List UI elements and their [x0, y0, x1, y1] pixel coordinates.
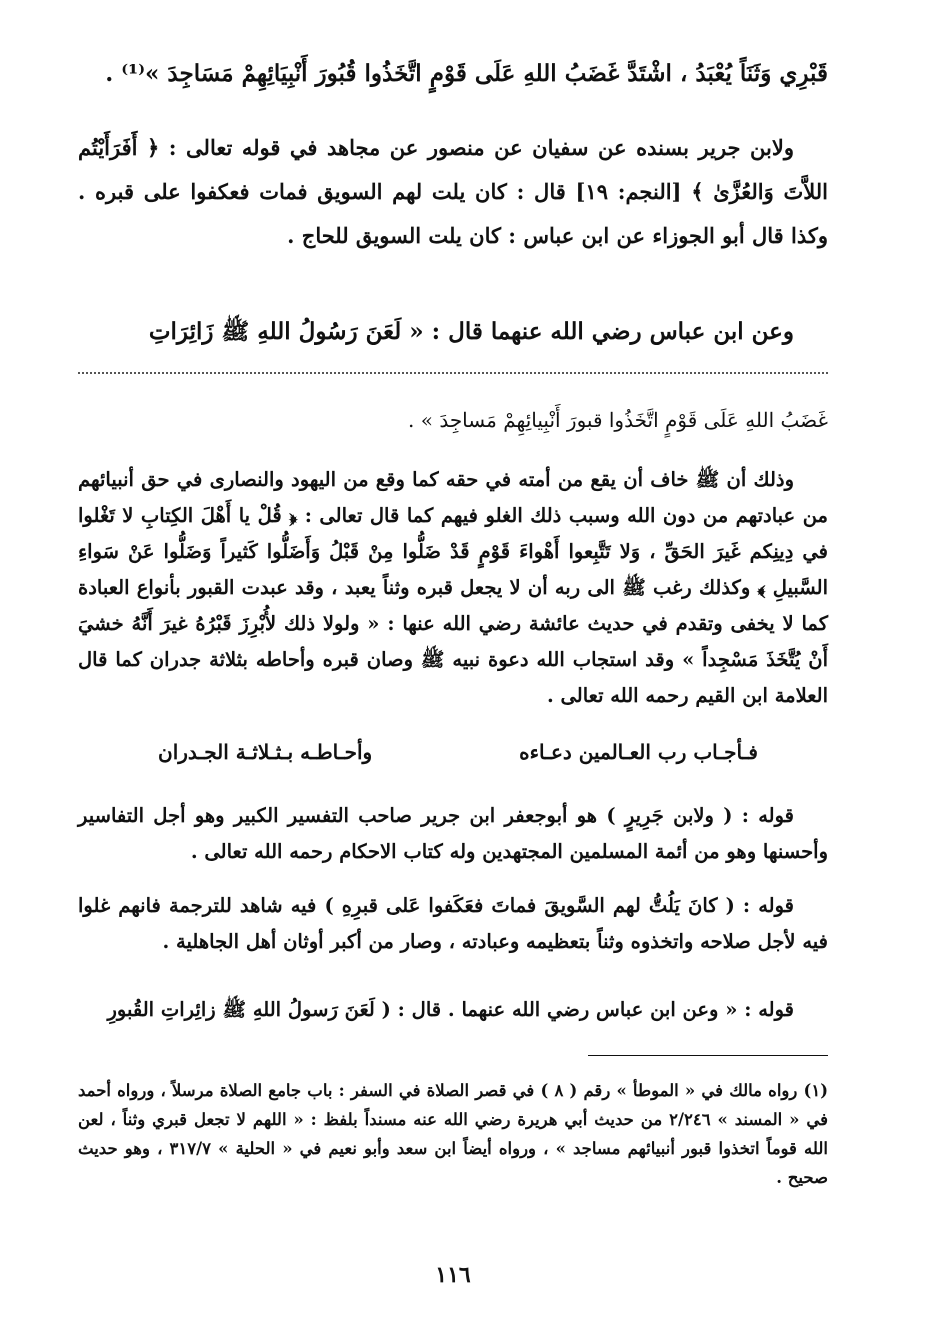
commentary-ibn-abbas: قوله : « وعن ابن عباس رضي الله عنهما . قال : ( لَعَنَ رَسولُ اللهِ ﷺ زائِراتِ القُبورِ — [107, 998, 794, 1021]
footnote-rule — [588, 1055, 828, 1056]
poem-first-hemistich: فـأجـاب رب العـالمين دعـاءه — [519, 740, 758, 764]
commentary-suwaiq: قوله : ( كانَ يَلُتُّ لهم السَّويقَ فماتَ فعَكَفوا عَلى قبرِهِ ) فيه شاهد للترجمة فانهم غلوا فيه لأجل صلاحه واتخذوه وثناً بتعظيمه وعبادته ، وصار من أكبر أوثان أهل الجاهلية . — [78, 894, 828, 953]
page-number: ١١٦ — [435, 1262, 471, 1288]
hadith-continuation-line: قَبْرِي وَثَنَاً يُعْبَدُ ، اشْتَدَّ غَضَبُ اللهِ عَلَى قَوْمٍ اتَّخَذُوا قُبُورَ أَنْبِيَائِهِمْ مَسَاجِدَ »⁽¹⁾ . — [105, 60, 828, 87]
commentary-ibn-jarir: قوله : ( ولابن جَرِيرٍ ) هو أبوجعفر ابن جرير صاحب التفسير الكبير وهو أجل التفاسير وأحسنها وهو من أئمة المسلمين المجتهدين وله كتاب الاحكام رحمه الله تعالى . — [78, 804, 828, 863]
commentary-paragraph-wadhalik: وذلك أن ﷺ خاف أن يقع من أمته في حقه كما وقع من اليهود والنصارى في حق أنبيائهم من عبادتهم من دون الله وسبب ذلك الغلو فيهم كما قال تعالى : ﴿ قُلْ يا أَهْلَ الكِتابِ لا تَغْلوا في دِينِكم غَيرَ الحَقِّ ، وَلا تَتَّبِعوا أَهْواءَ قَوْمٍ قَدْ ضَلُّوا مِنْ قَبْلُ وَأَضَلُّوا كَثيراً وَضَلُّوا عَنْ سَواءِ السَّبيلِ ﴾ وكذلك رغب ﷺ الى ربه أن لا يجعل قبره وثناً يعبد ، وقد عبدت القبور بأنواع العبادة كما لا يخفى وتقدم في حديث عائشة رضي الله عنها : « ولولا ذلك لأُبْرِزَ قَبْرُهُ غيرَ أَنَّهُ خشيَ أَنْ يُتَّخَذَ مَسْجِداً » وقد استجاب الله دعوة نبيه ﷺ وصان قبره وأحاطه بثلاثة جدران كما قال العلامة ابن القيم رحمه الله تعالى . — [78, 468, 828, 707]
document-page — [78, 42, 828, 1312]
poem-second-hemistich: وأحـاطـه بـثـلاثـة الجـدران — [158, 740, 373, 764]
commentary-continuation: غَضَبُ اللهِ عَلَى قَوْمٍ اتَّخَذُوا قبورَ أَنْبِيائِهِمْ مَساجِدَ » . — [408, 408, 828, 432]
footnote: (١) رواه مالك في « الموطأ » رقم ( ٨ ) في قصر الصلاة في السفر : باب جامع الصلاة مرسلاً ، ورواه أحمد في « المسند » ٢/٢٤٦ من حديث أبي هريرة رضي الله عنه مسنداً بلفظ : « اللهم لا تجعل قبري وثناً ، لعن الله قوماً اتخذوا قبور أنبيائهم مساجد » ، ورواه أيضاً ابن سعد وأبو نعيم في « الحلية » ٣١٧/٧ ، وهو حديث صحيح . — [78, 1081, 828, 1187]
ibn-jarir-paragraph: ولابن جرير بسنده عن سفيان عن منصور عن مجاهد في قوله تعالى : ﴿ أَفَرَأَيْتُم اللاَّتَ وَالعُزَّىٰ ﴾ [النجم: ١٩] قال : كان يلت لهم السويق فمات فعكفوا على قبره . وكذا قال أبو الجوزاء عن ابن عباس : كان يلت السويق للحاج . — [78, 135, 829, 248]
poem-verse — [158, 740, 758, 780]
ibn-abbas-paragraph: وعن ابن عباس رضي الله عنهما قال : « لَعَنَ رَسُولُ اللهِ ﷺ زَائِرَاتِ — [148, 318, 794, 345]
dotted-separator — [78, 372, 828, 374]
